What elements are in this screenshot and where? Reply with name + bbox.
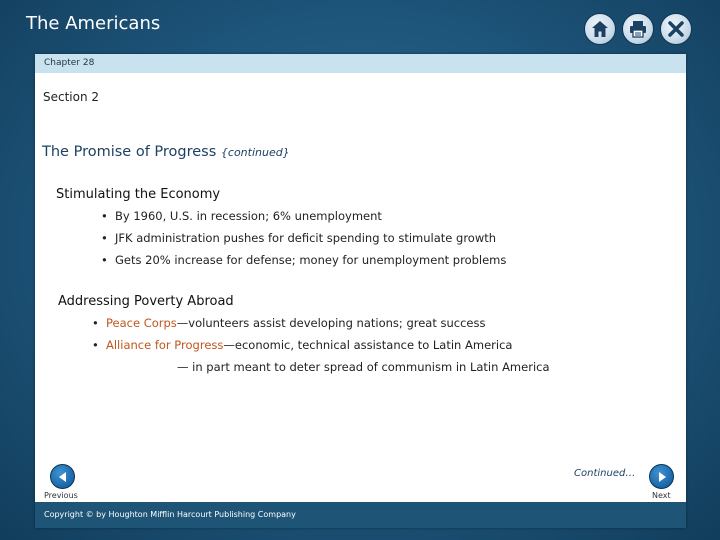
bullet-text: JFK administration pushes for deficit spending to stimulate growth bbox=[115, 231, 497, 245]
sub-bullet: — in part meant to deter spread of communism in Latin America bbox=[177, 360, 550, 374]
bullet-text: Gets 20% increase for defense; money for unemployment problems bbox=[115, 253, 507, 267]
arrow-left-icon bbox=[57, 471, 69, 483]
heading-economy: Stimulating the Economy bbox=[56, 187, 221, 202]
home-button[interactable] bbox=[584, 13, 616, 45]
slide-title bbox=[42, 144, 290, 160]
bullet-item: • Alliance for Progress—economic, technical assistance to Latin America bbox=[92, 338, 513, 352]
section-label: Section 2 bbox=[43, 90, 100, 104]
print-button[interactable] bbox=[622, 13, 654, 45]
continued-label: Continued… bbox=[574, 468, 636, 479]
copyright-text: Copyright © by Houghton Mifflin Harcourt Publishing Company bbox=[44, 510, 296, 519]
next-label: Next bbox=[652, 491, 671, 500]
home-icon bbox=[590, 19, 610, 39]
arrow-right-icon bbox=[656, 471, 668, 483]
previous-label: Previous bbox=[44, 491, 78, 500]
slide-title-continued: {continued} bbox=[220, 146, 290, 159]
slide-content bbox=[35, 54, 686, 528]
highlight-term: Alliance for Progress bbox=[106, 338, 224, 352]
bullet-item: • JFK administration pushes for deficit spending to stimulate growth bbox=[101, 231, 497, 245]
copyright-bar bbox=[35, 502, 686, 528]
toolbar bbox=[584, 13, 692, 45]
heading-poverty-abroad: Addressing Poverty Abroad bbox=[58, 294, 234, 309]
bullet-item: • Peace Corps—volunteers assist developing nations; great success bbox=[92, 316, 486, 330]
chapter-label: Chapter 28 bbox=[44, 58, 95, 68]
bullet-text: By 1960, U.S. in recession; 6% unemployment bbox=[115, 209, 382, 223]
slide-title-text: The Promise of Progress bbox=[42, 144, 217, 160]
close-icon bbox=[666, 19, 686, 39]
app-title: The Americans bbox=[26, 13, 161, 34]
bullet-item: • By 1960, U.S. in recession; 6% unemployment bbox=[101, 209, 382, 223]
chapter-bar bbox=[35, 54, 686, 73]
printer-icon bbox=[628, 19, 648, 39]
bullet-text: —economic, technical assistance to Latin America bbox=[223, 338, 513, 352]
bullet-text: —volunteers assist developing nations; great success bbox=[176, 316, 486, 330]
previous-button[interactable] bbox=[50, 464, 75, 489]
next-button[interactable] bbox=[649, 464, 674, 489]
bullet-item: • Gets 20% increase for defense; money for unemployment problems bbox=[101, 253, 507, 267]
close-button[interactable] bbox=[660, 13, 692, 45]
highlight-term: Peace Corps bbox=[106, 316, 177, 330]
